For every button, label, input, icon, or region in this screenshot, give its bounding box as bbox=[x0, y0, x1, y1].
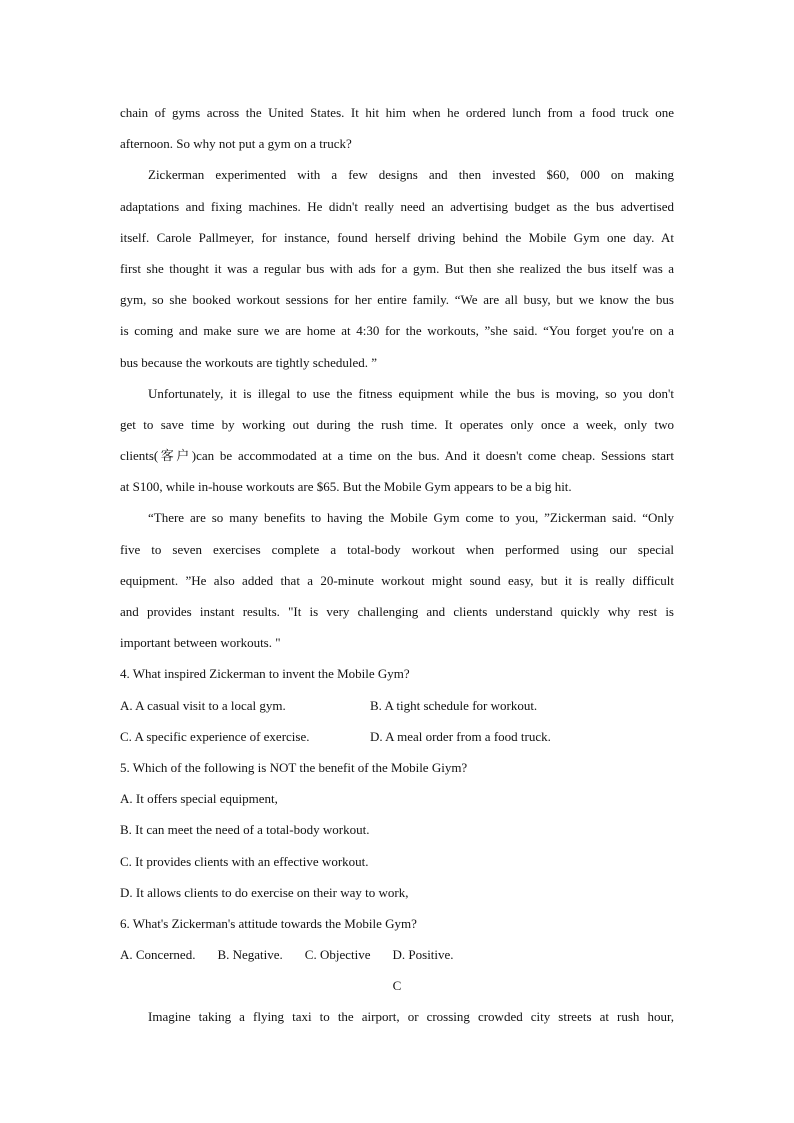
question-6 bbox=[120, 908, 674, 970]
option-a: A. It offers special equipment, bbox=[120, 791, 278, 807]
passage-line: chain of gyms across the United States. It hit him when he ordered lunch from a food truck one bbox=[120, 105, 674, 120]
option-d: D. It allows clients to do exercise on their way to work, bbox=[120, 884, 409, 900]
passage-line: bus because the workouts are tightly scheduled. ” bbox=[120, 354, 378, 370]
passage-line: first she thought it was a regular bus with ads for a gym. But then she realized the bus itself was a bbox=[120, 260, 674, 276]
option-row bbox=[120, 721, 674, 752]
option-b: B. A tight schedule for workout. bbox=[370, 697, 538, 713]
passage-line: five to seven exercises complete a total-body workout when performed using our special bbox=[120, 541, 674, 557]
option-a: A. Concerned. bbox=[120, 947, 196, 963]
passage-line: Zickerman experimented with a few designs and then invested $60, 000 on making bbox=[148, 167, 674, 183]
passage-line: Unfortunately, it is illegal to use the fitness equipment while the bus is moving, so you don't bbox=[148, 385, 674, 401]
section-heading: C bbox=[392, 978, 402, 994]
passage-line: and provides instant results. "It is very challenging and clients understand quickly why rest is bbox=[120, 604, 674, 619]
question-stem: 6. What's Zickerman's attitude towards the Mobile Gym? bbox=[120, 915, 417, 931]
passage-line: clients(客户)can be accommodated at a time on the bus. And it doesn't come cheap. Sessions start bbox=[120, 448, 674, 464]
passage-line: important between workouts. " bbox=[120, 635, 281, 651]
option-c: C. Objective bbox=[304, 947, 371, 963]
question-stem: 5. Which of the following is NOT the benefit of the Mobile Giym? bbox=[120, 759, 468, 775]
passage-line: gym, so she booked workout sessions for her entire family. “We are all busy, but we know the bus bbox=[120, 292, 674, 308]
passage-line: at S100, while in-house workouts are $65. But the Mobile Gym appears to be a big hit. bbox=[120, 479, 572, 495]
passage-line: Imagine taking a flying taxi to the airport, or crossing crowded city streets at rush hour, bbox=[148, 1009, 674, 1025]
option-row bbox=[120, 690, 674, 721]
option-b: B. Negative. bbox=[217, 947, 283, 963]
option-c: C. A specific experience of exercise. bbox=[120, 728, 310, 744]
section-c bbox=[120, 970, 674, 1032]
option-b: B. It can meet the need of a total-body workout. bbox=[120, 822, 370, 838]
option-d: D. A meal order from a food truck. bbox=[370, 728, 551, 744]
question-4 bbox=[120, 658, 674, 752]
question-stem: 4. What inspired Zickerman to invent the Mobile Gym? bbox=[120, 666, 410, 682]
passage-line: afternoon. So why not put a gym on a truck? bbox=[120, 136, 352, 152]
passage-b bbox=[120, 97, 674, 658]
option-row bbox=[120, 939, 674, 970]
passage-line: “There are so many benefits to having the Mobile Gym come to you, ”Zickerman said. “Only bbox=[148, 510, 674, 526]
option-c: C. It provides clients with an effective workout. bbox=[120, 853, 369, 869]
passage-line: itself. Carole Pallmeyer, for instance, found herself driving behind the Mobile Gym one day. At bbox=[120, 229, 674, 245]
document-content bbox=[120, 97, 674, 1033]
passage-line: is coming and make sure we are home at 4:30 for the workouts, ”she said. “You forget you're on a bbox=[120, 323, 674, 339]
passage-line: equipment. ”He also added that a 20-minute workout might sound easy, but it is really difficult bbox=[120, 572, 674, 588]
option-d: D. Positive. bbox=[392, 947, 454, 963]
passage-line: adaptations and fixing machines. He didn't really need an advertising budget as the bus advertised bbox=[120, 198, 674, 214]
passage-line: get to save time by working out during the rush time. It operates only once a week, only two bbox=[120, 416, 674, 432]
option-a: A. A casual visit to a local gym. bbox=[120, 697, 286, 713]
question-5 bbox=[120, 752, 674, 908]
